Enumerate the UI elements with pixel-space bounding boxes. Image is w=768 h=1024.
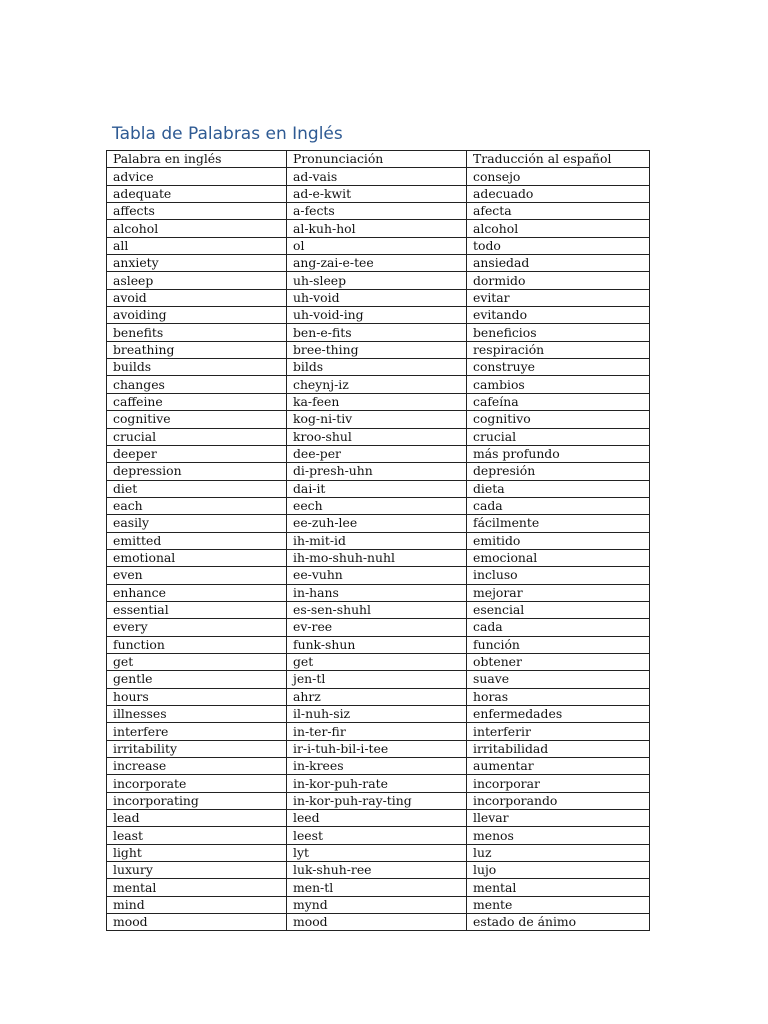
spanish-translation-cell: afecta [467,203,650,220]
spanish-translation-cell: respiración [467,341,650,358]
table-row [107,567,650,584]
spanish-translation-cell: mente [467,896,650,913]
english-word-cell: all [107,237,287,254]
english-word-cell: each [107,497,287,514]
pronunciation-cell: di-presh-uhn [287,463,467,480]
header-english-word: Palabra en inglés [107,151,287,168]
table-row [107,272,650,289]
table-row [107,740,650,757]
pronunciation-cell: ahrz [287,688,467,705]
table-row [107,324,650,341]
spanish-translation-cell: más profundo [467,445,650,462]
pronunciation-cell: ih-mit-id [287,532,467,549]
table-row [107,671,650,688]
pronunciation-cell: in-kor-puh-rate [287,775,467,792]
english-word-cell: mood [107,914,287,931]
english-word-cell: light [107,844,287,861]
spanish-translation-cell: llevar [467,810,650,827]
english-word-cell: alcohol [107,220,287,237]
pronunciation-cell: ir-i-tuh-bil-i-tee [287,740,467,757]
pronunciation-cell: a-fects [287,203,467,220]
spanish-translation-cell: fácilmente [467,515,650,532]
pronunciation-cell: leest [287,827,467,844]
table-row [107,220,650,237]
english-word-cell: easily [107,515,287,532]
table-row [107,636,650,653]
pronunciation-cell: ad-e-kwit [287,185,467,202]
spanish-translation-cell: evitando [467,307,650,324]
english-word-cell: avoid [107,289,287,306]
pronunciation-cell: uh-void [287,289,467,306]
table-row [107,463,650,480]
pronunciation-cell: ad-vais [287,168,467,185]
pronunciation-cell: dai-it [287,480,467,497]
pronunciation-cell: kroo-shul [287,428,467,445]
english-word-cell: avoiding [107,307,287,324]
spanish-translation-cell: esencial [467,601,650,618]
table-row [107,255,650,272]
table-row [107,723,650,740]
pronunciation-cell: men-tl [287,879,467,896]
spanish-translation-cell: depresión [467,463,650,480]
spanish-translation-cell: suave [467,671,650,688]
table-row [107,827,650,844]
english-word-cell: changes [107,376,287,393]
spanish-translation-cell: construye [467,359,650,376]
table-row [107,549,650,566]
spanish-translation-cell: adecuado [467,185,650,202]
spanish-translation-cell: cada [467,497,650,514]
table-row [107,411,650,428]
pronunciation-cell: ol [287,237,467,254]
table-row [107,601,650,618]
spanish-translation-cell: función [467,636,650,653]
spanish-translation-cell: alcohol [467,220,650,237]
table-row [107,515,650,532]
table-row [107,914,650,931]
english-word-cell: deeper [107,445,287,462]
pronunciation-cell: ev-ree [287,619,467,636]
pronunciation-cell: kog-ni-tiv [287,411,467,428]
spanish-translation-cell: todo [467,237,650,254]
english-word-cell: builds [107,359,287,376]
spanish-translation-cell: dormido [467,272,650,289]
table-row [107,532,650,549]
english-word-cell: luxury [107,862,287,879]
english-word-cell: cognitive [107,411,287,428]
english-word-cell: gentle [107,671,287,688]
table-row [107,758,650,775]
spanish-translation-cell: incorporar [467,775,650,792]
pronunciation-cell: ka-feen [287,393,467,410]
table-row [107,775,650,792]
spanish-translation-cell: menos [467,827,650,844]
table-row [107,445,650,462]
table-row [107,497,650,514]
spanish-translation-cell: evitar [467,289,650,306]
pronunciation-cell: uh-sleep [287,272,467,289]
spanish-translation-cell: cambios [467,376,650,393]
pronunciation-cell: dee-per [287,445,467,462]
table-row [107,376,650,393]
english-word-cell: anxiety [107,255,287,272]
pronunciation-cell: leed [287,810,467,827]
table-row [107,810,650,827]
pronunciation-cell: in-krees [287,758,467,775]
english-word-cell: get [107,653,287,670]
pronunciation-cell: luk-shuh-ree [287,862,467,879]
english-word-cell: depression [107,463,287,480]
vocabulary-table-body [107,168,650,931]
table-row [107,792,650,809]
spanish-translation-cell: obtener [467,653,650,670]
english-word-cell: incorporating [107,792,287,809]
spanish-translation-cell: emitido [467,532,650,549]
table-row [107,428,650,445]
table-header-row [107,151,650,168]
table-row [107,359,650,376]
spanish-translation-cell: interferir [467,723,650,740]
english-word-cell: emitted [107,532,287,549]
spanish-translation-cell: lujo [467,862,650,879]
english-word-cell: incorporate [107,775,287,792]
english-word-cell: asleep [107,272,287,289]
pronunciation-cell: ih-mo-shuh-nuhl [287,549,467,566]
pronunciation-cell: ben-e-fits [287,324,467,341]
english-word-cell: emotional [107,549,287,566]
english-word-cell: caffeine [107,393,287,410]
table-row [107,896,650,913]
pronunciation-cell: bree-thing [287,341,467,358]
spanish-translation-cell: consejo [467,168,650,185]
english-word-cell: essential [107,601,287,618]
header-spanish-translation: Traducción al español [467,151,650,168]
pronunciation-cell: al-kuh-hol [287,220,467,237]
english-word-cell: crucial [107,428,287,445]
pronunciation-cell: uh-void-ing [287,307,467,324]
english-word-cell: function [107,636,287,653]
table-row [107,168,650,185]
table-row [107,653,650,670]
spanish-translation-cell: cada [467,619,650,636]
spanish-translation-cell: estado de ánimo [467,914,650,931]
pronunciation-cell: ang-zai-e-tee [287,255,467,272]
pronunciation-cell: bilds [287,359,467,376]
pronunciation-cell: mood [287,914,467,931]
vocabulary-table [106,150,650,931]
table-row [107,237,650,254]
spanish-translation-cell: cognitivo [467,411,650,428]
table-row [107,480,650,497]
pronunciation-cell: jen-tl [287,671,467,688]
english-word-cell: breathing [107,341,287,358]
pronunciation-cell: in-kor-puh-ray-ting [287,792,467,809]
pronunciation-cell: ee-zuh-lee [287,515,467,532]
table-row [107,341,650,358]
document-title: Tabla de Palabras en Inglés [112,124,343,144]
english-word-cell: enhance [107,584,287,601]
english-word-cell: every [107,619,287,636]
english-word-cell: benefits [107,324,287,341]
pronunciation-cell: get [287,653,467,670]
table-row [107,185,650,202]
spanish-translation-cell: beneficios [467,324,650,341]
english-word-cell: least [107,827,287,844]
table-row [107,879,650,896]
spanish-translation-cell: emocional [467,549,650,566]
table-row [107,289,650,306]
english-word-cell: affects [107,203,287,220]
table-row [107,584,650,601]
table-row [107,862,650,879]
table-row [107,203,650,220]
table-row [107,688,650,705]
spanish-translation-cell: irritabilidad [467,740,650,757]
table-row [107,393,650,410]
pronunciation-cell: il-nuh-siz [287,706,467,723]
pronunciation-cell: ee-vuhn [287,567,467,584]
pronunciation-cell: es-sen-shuhl [287,601,467,618]
spanish-translation-cell: dieta [467,480,650,497]
pronunciation-cell: in-ter-fir [287,723,467,740]
english-word-cell: mental [107,879,287,896]
table-row [107,706,650,723]
english-word-cell: even [107,567,287,584]
pronunciation-cell: in-hans [287,584,467,601]
spanish-translation-cell: incorporando [467,792,650,809]
english-word-cell: adequate [107,185,287,202]
english-word-cell: mind [107,896,287,913]
pronunciation-cell: lyt [287,844,467,861]
english-word-cell: interfere [107,723,287,740]
pronunciation-cell: funk-shun [287,636,467,653]
pronunciation-cell: cheynj-iz [287,376,467,393]
spanish-translation-cell: aumentar [467,758,650,775]
pronunciation-cell: mynd [287,896,467,913]
table-row [107,844,650,861]
spanish-translation-cell: crucial [467,428,650,445]
spanish-translation-cell: enfermedades [467,706,650,723]
english-word-cell: irritability [107,740,287,757]
english-word-cell: illnesses [107,706,287,723]
spanish-translation-cell: mental [467,879,650,896]
english-word-cell: lead [107,810,287,827]
spanish-translation-cell: cafeína [467,393,650,410]
table-row [107,619,650,636]
spanish-translation-cell: luz [467,844,650,861]
english-word-cell: increase [107,758,287,775]
table-row [107,307,650,324]
spanish-translation-cell: horas [467,688,650,705]
spanish-translation-cell: incluso [467,567,650,584]
english-word-cell: diet [107,480,287,497]
spanish-translation-cell: ansiedad [467,255,650,272]
spanish-translation-cell: mejorar [467,584,650,601]
english-word-cell: advice [107,168,287,185]
english-word-cell: hours [107,688,287,705]
pronunciation-cell: eech [287,497,467,514]
header-pronunciation: Pronunciación [287,151,467,168]
